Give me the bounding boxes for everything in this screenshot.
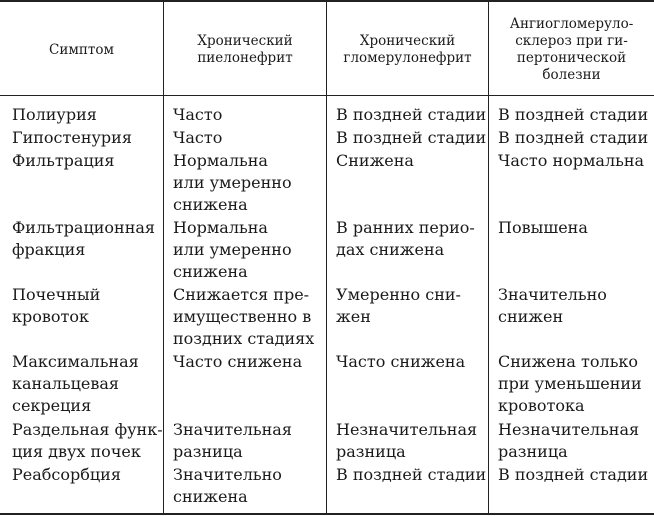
table-cell-pyelo [173, 104, 222, 126]
cell-line: секреция [12, 396, 92, 415]
cell-line: снижена [173, 195, 248, 214]
header-text [197, 33, 292, 67]
header-line: Хронический [197, 33, 293, 49]
cell-line: снижен [498, 307, 564, 326]
cell-line: поздних стадиях [173, 329, 315, 348]
cell-line: Умеренно сни- [336, 285, 461, 304]
cell-line: В поздней стадии [498, 465, 649, 484]
bottom-rule [0, 513, 654, 515]
table-cell-pyelo [173, 150, 292, 216]
table-cell-angio [498, 150, 644, 172]
table-cell-symptom [12, 150, 115, 172]
cell-line: разница [173, 442, 243, 461]
table-cell-glomerulo [336, 127, 486, 149]
table-cell-symptom [12, 419, 163, 463]
cell-line: Фильтрационная [12, 218, 155, 237]
table-cell-pyelo [173, 351, 302, 373]
cell-line: Повышена [498, 218, 588, 237]
table-cell-pyelo [173, 217, 292, 283]
table-cell-angio [498, 351, 642, 417]
cell-line: Фильтрация [12, 151, 115, 170]
table-cell-pyelo [173, 127, 222, 149]
header-angiosclerosis [489, 6, 654, 94]
table-cell-glomerulo [336, 150, 414, 172]
cell-line: дах снижена [336, 240, 445, 259]
cell-line: Нормальна [173, 151, 268, 170]
cell-line: Гипостенурия [12, 128, 132, 147]
cell-line: В поздней стадии [498, 128, 649, 147]
cell-line: В поздней стадии [336, 465, 487, 484]
header-line: Симптом [49, 41, 114, 58]
table-cell-symptom [12, 127, 132, 149]
cell-line: Значительно [173, 465, 282, 484]
cell-line: или умеренно [173, 173, 292, 192]
table-cell-glomerulo [336, 104, 486, 126]
top-rule [0, 0, 654, 2]
cell-line: Нормальна [173, 218, 268, 237]
cell-line: Часто [173, 128, 223, 147]
cell-line: Часто нормальна [498, 151, 645, 170]
table-cell-symptom [12, 464, 121, 486]
cell-line: при уменьшении [498, 374, 642, 393]
cell-line: Снижена [336, 151, 414, 170]
cell-line: Часто [173, 105, 223, 124]
header-rule [0, 95, 654, 96]
cell-line: снижена [173, 487, 248, 506]
header-line: болезни [542, 67, 601, 83]
table-cell-symptom [12, 217, 155, 261]
table-cell-pyelo [173, 464, 282, 508]
header-pyelonephritis [164, 6, 326, 94]
cell-line: Снижена только [498, 352, 639, 371]
cell-line: жен [336, 307, 371, 326]
cell-line: Значительная [173, 420, 292, 439]
cell-line: канальцевая [12, 374, 120, 393]
table-cell-angio [498, 419, 639, 463]
cell-line: кровоток [12, 307, 89, 326]
table-cell-glomerulo [336, 284, 461, 328]
header-line: пертонической [516, 50, 627, 66]
cell-line: разница [498, 442, 568, 461]
header-line: склероз при ги- [515, 33, 628, 49]
header-line: Хронический [359, 33, 456, 49]
cell-line: Максимальная [12, 352, 139, 371]
cell-line: В поздней стадии [336, 105, 487, 124]
table-cell-angio [498, 127, 648, 149]
header-glomerulonephritis [327, 6, 488, 94]
header-line: пиелонефрит [197, 50, 293, 66]
cell-line: Часто снижена [336, 352, 466, 371]
cell-line: разница [336, 442, 406, 461]
header-line: гломерулонефрит [343, 50, 472, 66]
table-cell-pyelo [173, 419, 292, 463]
table-cell-symptom [12, 351, 139, 417]
cell-line: фракция [12, 240, 86, 259]
table-cell-angio [498, 284, 607, 328]
cell-line: Значительно [498, 285, 607, 304]
table-cell-pyelo [173, 284, 314, 350]
table-cell-angio [498, 104, 648, 126]
table-cell-symptom [12, 104, 97, 126]
header-line: Ангиогломеруло- [509, 16, 634, 32]
cell-line: снижена [173, 262, 248, 281]
table-cell-glomerulo [336, 217, 475, 261]
cell-line: В поздней стадии [498, 105, 649, 124]
table-cell-symptom [12, 284, 100, 328]
cell-line: В ранних перио- [336, 218, 475, 237]
header-text [510, 16, 634, 84]
cell-line: Незначительная [336, 420, 478, 439]
cell-line: кровотока [498, 396, 585, 415]
cell-line: Снижается пре- [173, 285, 310, 304]
table-cell-glomerulo [336, 464, 486, 486]
cell-line: Реабсорбция [12, 465, 121, 484]
header-text [343, 33, 471, 67]
cell-line: В поздней стадии [336, 128, 487, 147]
table-cell-glomerulo [336, 419, 477, 463]
cell-line: Полиурия [12, 105, 97, 124]
header-symptom [0, 6, 163, 94]
cell-line: имущественно в [173, 307, 312, 326]
cell-line: Почечный [12, 285, 101, 304]
cell-line: Раздельная функ- [12, 420, 163, 439]
table-cell-glomerulo [336, 351, 465, 373]
cell-line: Незначительная [498, 420, 640, 439]
header-text [49, 42, 114, 59]
table-cell-angio [498, 217, 588, 239]
table-cell-angio [498, 464, 648, 486]
cell-line: Часто снижена [173, 352, 303, 371]
cell-line: или умеренно [173, 240, 292, 259]
cell-line: ция двух почек [12, 442, 141, 461]
